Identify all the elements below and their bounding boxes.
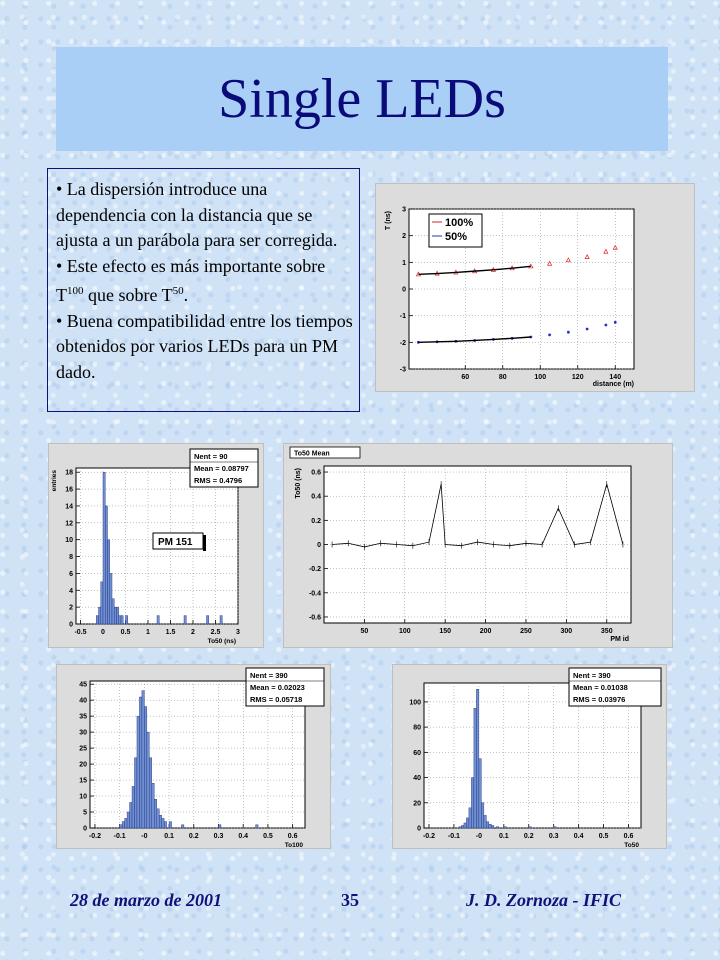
series-1-point — [567, 331, 570, 334]
y-tick-label: 10 — [65, 537, 73, 545]
chart-frame-hist-to50 — [48, 443, 264, 648]
histogram-bar — [110, 573, 112, 624]
stats-rms: RMS = 0.05718 — [250, 695, 303, 704]
histogram-bar — [117, 607, 119, 624]
x-tick-label: -0.1 — [113, 833, 126, 840]
x-tick-label: 3 — [236, 629, 240, 636]
y-tick-label: 45 — [79, 681, 87, 689]
x-tick-label: 100 — [398, 628, 411, 635]
histogram-bar — [162, 818, 164, 828]
y-tick-label: 0.4 — [311, 493, 321, 501]
x-tick-label: 0.3 — [548, 833, 559, 840]
y-tick-label: -2 — [399, 339, 406, 347]
histogram-bar — [461, 825, 463, 828]
y-tick-label: 5 — [83, 809, 87, 817]
x-axis-label: PM id — [610, 636, 629, 643]
histogram-bar — [137, 716, 139, 828]
histogram-bar — [142, 691, 144, 828]
x-tick-label: 100 — [534, 374, 547, 381]
x-tick-label: 2 — [191, 629, 195, 636]
histogram-bar — [127, 812, 129, 828]
x-tick-label: 0.5 — [120, 629, 131, 636]
histogram-bar — [486, 822, 488, 828]
stats-rms: RMS = 0.4796 — [194, 476, 243, 485]
y-tick-label: 2 — [69, 604, 73, 612]
chart-hist-to50-b — [393, 665, 666, 848]
y-tick-label: 18 — [65, 469, 73, 477]
histogram-bar — [122, 822, 124, 828]
histogram-bar — [256, 825, 258, 828]
x-tick-label: 0.2 — [523, 833, 534, 840]
y-axis-label: T (ns) — [385, 211, 392, 231]
y-tick-label: 0 — [69, 621, 73, 629]
y-axis-label: To50 (ns) — [295, 468, 302, 499]
y-tick-label: -3 — [399, 366, 406, 374]
y-tick-label: 35 — [79, 713, 87, 721]
histogram-bar — [496, 827, 498, 828]
bullet-2-mid: que sobre T — [83, 285, 173, 305]
x-tick-label: 250 — [520, 628, 532, 635]
x-tick-label: 80 — [498, 374, 507, 381]
y-tick-label: -0.6 — [308, 614, 321, 622]
x-tick-label: 0.1 — [164, 833, 174, 840]
histogram-bar — [134, 758, 136, 828]
x-tick-label: -0.2 — [88, 833, 101, 840]
y-tick-label: 20 — [413, 800, 421, 808]
y-tick-label: 100 — [409, 699, 421, 707]
y-tick-label: 10 — [79, 793, 87, 801]
x-tick-label: 2.5 — [210, 629, 221, 636]
histogram-bar — [474, 708, 476, 828]
series-1-point — [614, 321, 617, 324]
y-tick-label: 4 — [69, 587, 73, 595]
x-tick-label: 0.2 — [188, 833, 199, 840]
histogram-bar — [144, 707, 146, 828]
histogram-bar — [219, 825, 221, 828]
y-tick-label: 6 — [69, 570, 73, 578]
x-tick-label: 0.5 — [598, 833, 609, 840]
histogram-bar — [139, 697, 141, 828]
histogram-bar — [464, 823, 466, 828]
chart-to50-mean — [284, 444, 672, 647]
y-tick-label: 0.2 — [311, 517, 321, 525]
stats-mean: Mean = 0.01038 — [573, 683, 628, 692]
histogram-bar — [471, 778, 473, 828]
histogram-bar — [169, 822, 171, 828]
histogram-bar — [554, 827, 556, 828]
x-tick-label: 300 — [560, 628, 573, 635]
histogram-bar — [484, 815, 486, 828]
x-tick-label: 50 — [360, 628, 369, 635]
histogram-bar — [466, 818, 468, 828]
histogram-bar — [112, 599, 114, 624]
histogram-bar — [125, 818, 127, 828]
x-tick-label: 1 — [146, 629, 150, 636]
y-tick-label: 25 — [79, 745, 87, 753]
histogram-bar — [132, 786, 134, 828]
slide-title: Single LEDs — [218, 68, 506, 130]
histogram-bar — [114, 607, 116, 624]
chart-frame-hist-to100 — [56, 664, 331, 849]
histogram-bar — [147, 732, 149, 828]
x-tick-label: 60 — [461, 374, 470, 381]
stats-rms: RMS = 0.03976 — [573, 695, 626, 704]
y-tick-label: 20 — [79, 761, 87, 769]
histogram-bar — [207, 616, 209, 624]
footer-page-number: 35 — [341, 890, 359, 910]
annotation-shadow — [203, 535, 206, 551]
x-axis-label: To100 — [284, 842, 303, 848]
x-tick-label: 0 — [101, 629, 105, 636]
y-tick-label: 60 — [413, 749, 421, 757]
y-tick-label: 40 — [79, 697, 87, 705]
annotation-label: PM 151 — [158, 537, 193, 548]
x-tick-label: 150 — [439, 628, 452, 635]
bullet-box — [47, 168, 360, 412]
x-tick-label: 350 — [600, 628, 613, 635]
footer-author: J. D. Zornoza - IFIC — [466, 890, 622, 910]
histogram-bar — [220, 616, 222, 624]
y-tick-label: 1 — [402, 259, 406, 267]
histogram-bar — [120, 825, 122, 828]
stats-nent: Nent = 390 — [250, 671, 288, 680]
bullet-2-post: . — [183, 285, 189, 305]
y-tick-label: 12 — [65, 520, 73, 528]
y-axis-label: entries — [51, 470, 58, 492]
x-tick-label: 0.6 — [287, 833, 298, 840]
histogram-bar — [101, 582, 103, 624]
y-tick-label: -1 — [399, 313, 406, 321]
histogram-bar — [103, 472, 105, 624]
histogram-bar — [504, 827, 506, 828]
series-1-point — [586, 328, 589, 331]
histogram-bar — [489, 824, 491, 828]
histogram-bar — [149, 758, 151, 828]
histogram-bar — [157, 809, 159, 828]
bullet-3: • Buena compatibilidad entre los tiempos obtenidos por varios LEDs para un PM dado. — [56, 310, 353, 382]
histogram-bar — [96, 616, 98, 624]
x-tick-label: 0.6 — [623, 833, 634, 840]
y-tick-label: 0 — [417, 825, 421, 833]
histogram-bar — [126, 616, 128, 624]
histogram-bar — [476, 689, 478, 828]
histogram-bar — [459, 827, 461, 828]
histogram-bar — [479, 759, 481, 828]
x-tick-label: 0.4 — [238, 833, 249, 840]
x-tick-label: -0 — [141, 833, 148, 840]
x-tick-label: -0 — [475, 833, 482, 840]
histogram-bar — [99, 607, 101, 624]
title-banner — [56, 47, 668, 151]
histogram-bar — [491, 825, 493, 828]
x-tick-label: 140 — [609, 374, 622, 381]
histogram-bar — [157, 616, 159, 624]
x-tick-label: 120 — [571, 374, 584, 381]
bullet-2-sup2: 50 — [172, 285, 184, 297]
chart-t-vs-distance — [376, 184, 694, 391]
chart-title: To50 Mean — [294, 450, 330, 458]
x-axis-label: distance (m) — [592, 381, 634, 388]
histogram-bar — [154, 799, 156, 828]
histogram-bar — [164, 822, 166, 828]
histogram-bar — [529, 827, 531, 828]
y-tick-label: 15 — [79, 777, 87, 785]
chart-frame-t-vs-distance — [375, 183, 695, 392]
y-tick-label: -0.4 — [308, 590, 321, 598]
bullet-1: • La dispersión introduce una dependencia con la distancia que se ajusta a un parábola para ser corregida. — [56, 179, 338, 250]
bullet-2-sup1: 100 — [67, 285, 84, 297]
histogram-bar — [130, 802, 132, 828]
x-tick-label: 0.5 — [263, 833, 273, 840]
histogram-bar — [469, 808, 471, 828]
y-tick-label: 14 — [65, 503, 73, 511]
histogram-bar — [159, 815, 161, 828]
y-tick-label: 2 — [402, 233, 406, 241]
histogram-bar — [105, 506, 107, 624]
chart-frame-hist-to50-b — [392, 664, 667, 849]
stats-nent: Nent = 390 — [573, 671, 611, 680]
histogram-bar — [181, 825, 183, 828]
stats-mean: Mean = 0.02023 — [250, 683, 305, 692]
stats-nent: Nent = 90 — [194, 452, 228, 461]
histogram-bar — [119, 616, 121, 624]
y-tick-label: 40 — [413, 775, 421, 783]
x-tick-label: -0.1 — [447, 833, 460, 840]
x-tick-label: 0.1 — [498, 833, 509, 840]
bullet-2-pre: • Este efecto es más importante sobre T — [56, 255, 326, 305]
y-tick-label: -0.2 — [308, 566, 321, 574]
chart-hist-to100 — [57, 665, 330, 848]
legend-label: 50% — [445, 231, 468, 243]
x-axis-label: To50 — [624, 842, 639, 848]
x-tick-label: 1.5 — [165, 629, 176, 636]
y-tick-label: 0 — [402, 286, 406, 294]
histogram-bar — [108, 540, 110, 624]
histogram-bar — [152, 783, 154, 828]
series-1-point — [548, 333, 551, 336]
y-tick-label: 0.6 — [311, 469, 321, 477]
y-tick-label: 16 — [65, 486, 73, 494]
footer-date: 28 de marzo de 2001 — [70, 890, 222, 910]
y-tick-label: 80 — [413, 724, 421, 732]
x-tick-label: -0.2 — [422, 833, 436, 840]
x-tick-label: -0.5 — [74, 629, 87, 636]
histogram-bar — [121, 616, 123, 624]
chart-frame-to50-mean — [283, 443, 673, 648]
x-tick-label: 0.4 — [573, 833, 584, 840]
histogram-bar — [481, 803, 483, 828]
bullet-2 — [56, 254, 353, 309]
legend-label: 100% — [445, 217, 474, 229]
y-tick-label: 0 — [317, 542, 321, 549]
stats-mean: Mean = 0.08797 — [194, 464, 249, 473]
x-tick-label: 200 — [479, 628, 492, 635]
x-tick-label: 0.3 — [213, 833, 224, 840]
histogram-bar — [184, 616, 186, 624]
y-tick-label: 3 — [402, 206, 406, 214]
x-axis-label: To50 (ns) — [207, 638, 236, 645]
series-1-point — [604, 324, 607, 327]
y-tick-label: 30 — [79, 729, 87, 737]
chart-hist-to50 — [49, 444, 263, 647]
y-tick-label: 8 — [69, 554, 73, 562]
y-tick-label: 0 — [83, 825, 87, 833]
